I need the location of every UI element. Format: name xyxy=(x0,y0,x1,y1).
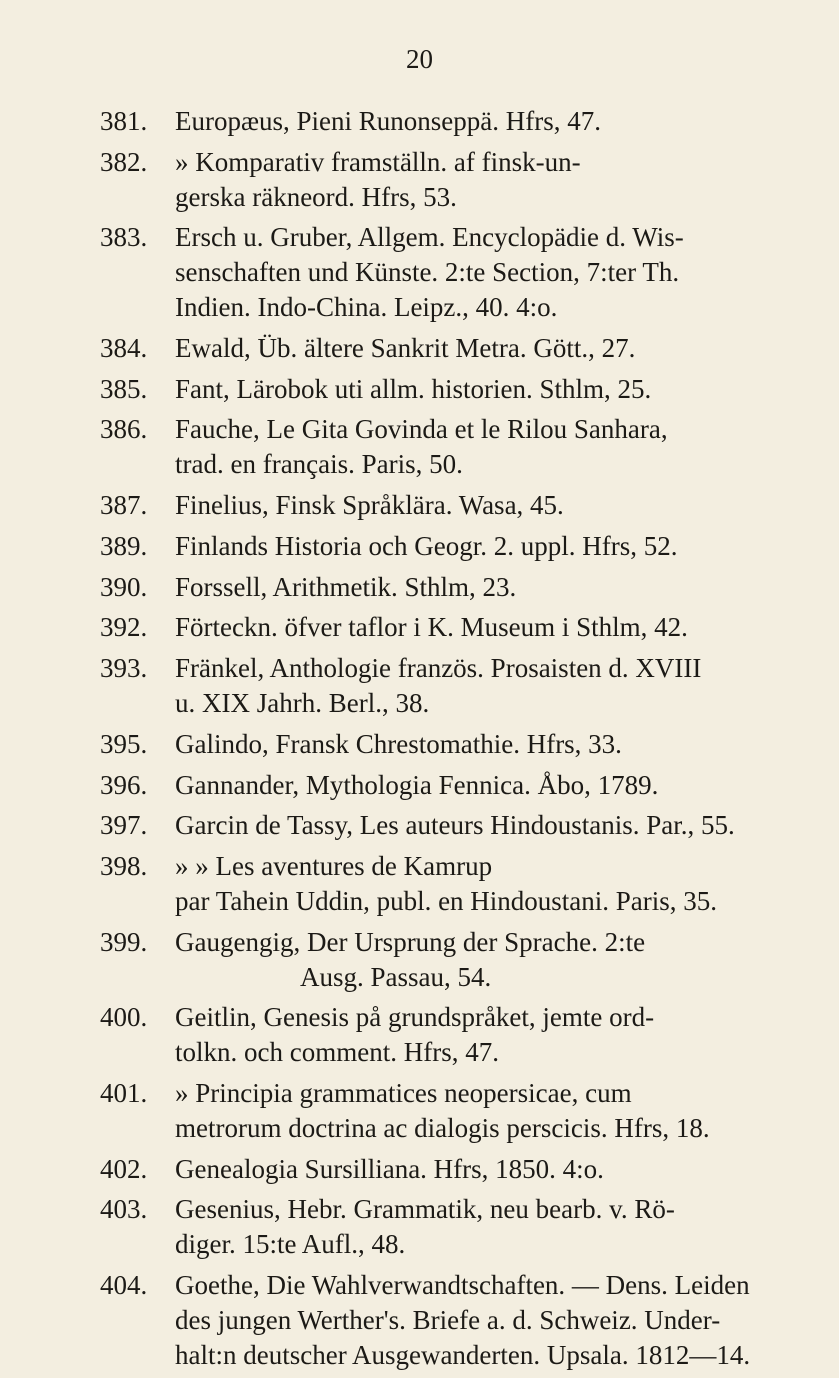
bibliography-entry xyxy=(0,1268,839,1372)
entry-number: 385. xyxy=(100,373,148,404)
bibliography-entry xyxy=(0,925,839,995)
entry-number: 390. xyxy=(100,571,148,602)
entry-number: 398. xyxy=(100,851,148,882)
entry-text-line: » » Les aventures de Kamrup xyxy=(175,851,493,882)
bibliography-entry xyxy=(0,104,839,139)
entry-number: 389. xyxy=(100,530,148,561)
entry-text-line: gerska räkneord. Hfrs, 53. xyxy=(175,181,457,212)
entry-text-line: Forssell, Arithmetik. Sthlm, 23. xyxy=(175,571,517,602)
bibliography-entry xyxy=(0,412,839,482)
bibliography-entry xyxy=(0,849,839,919)
entry-text-line: metrorum doctrina ac dialogis perscicis. Hfrs, 18. xyxy=(175,1112,710,1143)
bibliography-entry xyxy=(0,727,839,762)
entry-text-line: Fauche, Le Gita Govinda et le Rilou Sanhara, xyxy=(175,414,668,445)
entry-number: 382. xyxy=(100,146,148,177)
page-number: 20 xyxy=(406,44,433,74)
entry-number: 404. xyxy=(100,1269,148,1300)
entry-text-line: Fant, Lärobok uti allm. historien. Sthlm, 25. xyxy=(175,373,652,404)
entry-text-line: Förteckn. öfver taflor i K. Museum i Sthlm, 42. xyxy=(175,612,688,643)
entry-text-line: Goethe, Die Wahlverwandtschaften. — Dens. Leiden xyxy=(175,1269,750,1300)
entry-number: 387. xyxy=(100,489,148,520)
entry-text-line: Ausg. Passau, 54. xyxy=(300,961,492,992)
entry-text-line: Genealogia Sursilliana. Hfrs, 1850. 4:o. xyxy=(175,1153,604,1184)
bibliography-entry xyxy=(0,220,839,324)
bibliography-list xyxy=(0,104,839,1378)
entry-text-line: Fränkel, Anthologie französ. Prosaisten d. XVIII xyxy=(175,653,702,684)
entry-number: 395. xyxy=(100,728,148,759)
bibliography-entry xyxy=(0,145,839,215)
entry-text-line: Indien. Indo-China. Leipz., 40. 4:o. xyxy=(175,291,558,322)
entry-text-line: Finlands Historia och Geogr. 2. uppl. Hfrs, 52. xyxy=(175,530,678,561)
bibliography-entry xyxy=(0,1192,839,1262)
entry-text-line: trad. en français. Paris, 50. xyxy=(175,449,463,480)
entry-number: 399. xyxy=(100,926,148,957)
bibliography-entry xyxy=(0,610,839,645)
bibliography-entry xyxy=(0,1076,839,1146)
entry-text-line: Gannander, Mythologia Fennica. Åbo, 1789. xyxy=(175,769,659,800)
bibliography-entry xyxy=(0,529,839,564)
entry-text-line: » Komparativ framställn. af finsk-un- xyxy=(175,146,581,177)
bibliography-entry xyxy=(0,768,839,803)
entry-number: 386. xyxy=(100,414,148,445)
entry-text-line: des jungen Werther's. Briefe a. d. Schweiz. Under- xyxy=(175,1304,721,1335)
entry-number: 397. xyxy=(100,810,148,841)
entry-text-line: diger. 15:te Aufl., 48. xyxy=(175,1229,406,1260)
entry-text-line: u. XIX Jahrh. Berl., 38. xyxy=(175,687,430,718)
entry-number: 381. xyxy=(100,106,148,136)
entry-text-line: Ersch u. Gruber, Allgem. Encyclopädie d. Wis- xyxy=(175,222,684,253)
bibliography-entry xyxy=(0,372,839,407)
entry-text-line: Galindo, Fransk Chrestomathie. Hfrs, 33. xyxy=(175,728,622,759)
entry-text-line: Gesenius, Hebr. Grammatik, neu bearb. v. Rö- xyxy=(175,1194,675,1225)
entry-text-line: Garcin de Tassy, Les auteurs Hindoustanis. Par., 55. xyxy=(175,810,735,841)
bibliography-entry xyxy=(0,331,839,366)
entry-number: 396. xyxy=(100,769,148,800)
entry-text-line: Gaugengig, Der Ursprung der Sprache. 2:te xyxy=(175,926,646,957)
entry-text-line: tolkn. och comment. Hfrs, 47. xyxy=(175,1037,499,1068)
entry-number: 402. xyxy=(100,1153,148,1184)
entry-number: 383. xyxy=(100,222,148,253)
bibliography-entry xyxy=(0,488,839,523)
entry-text-line: Ewald, Üb. ältere Sankrit Metra. Gött., 27. xyxy=(175,332,636,363)
entry-text-line: Geitlin, Genesis på grundspråket, jemte ord- xyxy=(175,1002,655,1033)
bibliography-entry xyxy=(0,1000,839,1070)
entry-number: 400. xyxy=(100,1002,148,1033)
bibliography-entry xyxy=(0,1152,839,1187)
bibliography-entry xyxy=(0,651,839,721)
entry-text-line: par Tahein Uddin, publ. en Hindoustani. Paris, 35. xyxy=(175,885,718,916)
entry-number: 384. xyxy=(100,332,148,363)
bibliography-entry xyxy=(0,808,839,843)
entry-text-line: » Principia grammatices neopersicae, cum xyxy=(175,1077,632,1108)
entry-text-line: senschaften und Künste. 2:te Section, 7:ter Th. xyxy=(175,257,680,288)
entry-text-line: halt:n deutscher Ausgewanderten. Upsala. 1812—14. xyxy=(175,1339,751,1370)
entry-number: 401. xyxy=(100,1077,148,1108)
bibliography-entry xyxy=(0,570,839,605)
entry-number: 392. xyxy=(100,612,148,643)
entry-number: 393. xyxy=(100,653,148,684)
entry-number: 403. xyxy=(100,1194,148,1225)
entry-text-line: Europæus, Pieni Runonseppä. Hfrs, 47. xyxy=(175,106,601,136)
entry-text-line: Finelius, Finsk Språklära. Wasa, 45. xyxy=(175,489,564,520)
